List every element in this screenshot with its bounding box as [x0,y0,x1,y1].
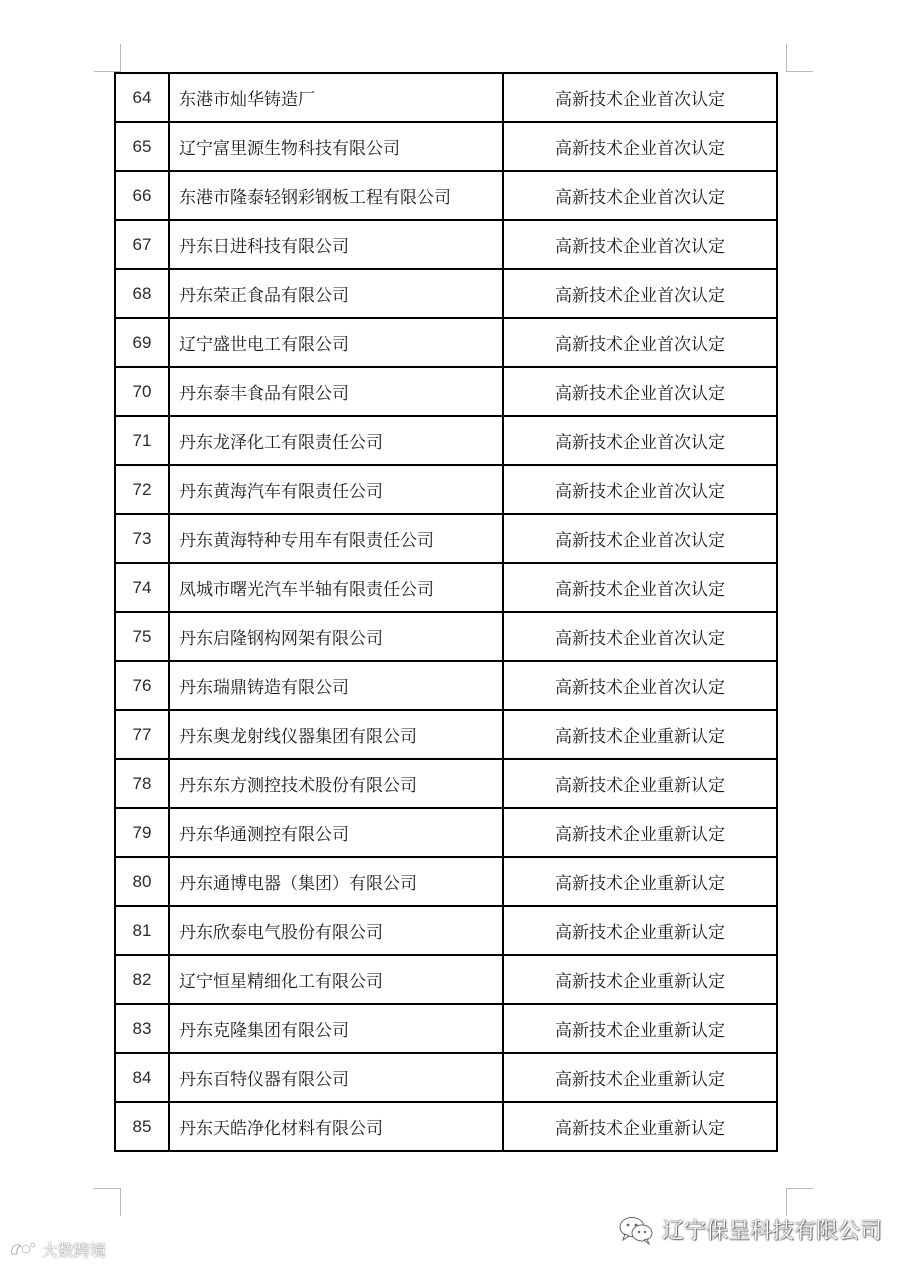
row-number-cell: 76 [115,661,169,710]
row-number-cell: 85 [115,1102,169,1151]
table-row [115,465,777,514]
table-row [115,808,777,857]
row-number-cell: 75 [115,612,169,661]
table-row [115,1053,777,1102]
company-name-cell: 丹东华通测控有限公司 [169,808,503,857]
crop-mark-top-right-h [787,71,813,72]
certification-type-cell: 高新技术企业首次认定 [503,416,777,465]
certification-type-cell: 高新技术企业重新认定 [503,955,777,1004]
enterprise-table [114,72,778,1152]
enterprise-table-body [115,73,777,1151]
row-number-cell: 70 [115,367,169,416]
company-name-cell: 丹东黄海汽车有限责任公司 [169,465,503,514]
crop-mark-bottom-right-v [786,1188,787,1216]
table-row [115,220,777,269]
company-name-cell: 丹东克隆集团有限公司 [169,1004,503,1053]
certification-type-cell: 高新技术企业首次认定 [503,122,777,171]
company-name-cell: 丹东天皓净化材料有限公司 [169,1102,503,1151]
crop-mark-bottom-right-h [787,1188,813,1189]
crop-mark-bottom-left-h [94,1188,120,1189]
table-row [115,857,777,906]
row-number-cell: 69 [115,318,169,367]
certification-type-cell: 高新技术企业重新认定 [503,906,777,955]
watermark-left [8,1238,106,1261]
certification-type-cell: 高新技术企业重新认定 [503,808,777,857]
table-row [115,563,777,612]
certification-type-cell: 高新技术企业首次认定 [503,318,777,367]
row-number-cell: 74 [115,563,169,612]
table-row [115,759,777,808]
table-row [115,906,777,955]
company-name-cell: 辽宁富里源生物科技有限公司 [169,122,503,171]
certification-type-cell: 高新技术企业重新认定 [503,1102,777,1151]
company-name-cell: 丹东龙泽化工有限责任公司 [169,416,503,465]
table-row [115,269,777,318]
company-name-cell: 丹东日进科技有限公司 [169,220,503,269]
watermark-left-text: 大数跨境 [42,1241,107,1260]
table-row [115,73,777,122]
company-name-cell: 丹东瑞鼎铸造有限公司 [169,661,503,710]
crop-mark-bottom-left-v [120,1188,121,1216]
platform-logo-icon [8,1240,36,1260]
row-number-cell: 73 [115,514,169,563]
row-number-cell: 66 [115,171,169,220]
certification-type-cell: 高新技术企业首次认定 [503,269,777,318]
company-name-cell: 凤城市曙光汽车半轴有限责任公司 [169,563,503,612]
certification-type-cell: 高新技术企业首次认定 [503,171,777,220]
certification-type-cell: 高新技术企业重新认定 [503,710,777,759]
company-name-cell: 丹东欣泰电气股份有限公司 [169,906,503,955]
table-row [115,1004,777,1053]
table-row [115,710,777,759]
table-row [115,416,777,465]
company-name-cell: 辽宁盛世电工有限公司 [169,318,503,367]
certification-type-cell: 高新技术企业首次认定 [503,563,777,612]
table-row [115,367,777,416]
table-row [115,661,777,710]
certification-type-cell: 高新技术企业首次认定 [503,367,777,416]
company-name-cell: 丹东黄海特种专用车有限责任公司 [169,514,503,563]
row-number-cell: 72 [115,465,169,514]
row-number-cell: 78 [115,759,169,808]
company-name-cell: 丹东荣正食品有限公司 [169,269,503,318]
certification-type-cell: 高新技术企业重新认定 [503,759,777,808]
table-row [115,122,777,171]
row-number-cell: 80 [115,857,169,906]
company-name-cell: 丹东百特仪器有限公司 [169,1053,503,1102]
company-name-cell: 丹东泰丰食品有限公司 [169,367,503,416]
certification-type-cell: 高新技术企业首次认定 [503,220,777,269]
watermark-right-text: 辽宁保呈科技有限公司 [661,1219,882,1244]
company-name-cell: 丹东通博电器（集团）有限公司 [169,857,503,906]
table-row [115,318,777,367]
company-name-cell: 辽宁恒星精细化工有限公司 [169,955,503,1004]
certification-type-cell: 高新技术企业重新认定 [503,1053,777,1102]
certification-type-cell: 高新技术企业首次认定 [503,514,777,563]
wechat-icon [618,1215,654,1245]
row-number-cell: 71 [115,416,169,465]
crop-mark-top-left-v [120,44,121,72]
row-number-cell: 81 [115,906,169,955]
certification-type-cell: 高新技术企业首次认定 [503,612,777,661]
row-number-cell: 77 [115,710,169,759]
row-number-cell: 67 [115,220,169,269]
row-number-cell: 82 [115,955,169,1004]
company-name-cell: 丹东奥龙射线仪器集团有限公司 [169,710,503,759]
table-row [115,955,777,1004]
table-row [115,514,777,563]
certification-type-cell: 高新技术企业首次认定 [503,661,777,710]
table-row [115,1102,777,1151]
row-number-cell: 79 [115,808,169,857]
certification-type-cell: 高新技术企业重新认定 [503,857,777,906]
certification-type-cell: 高新技术企业首次认定 [503,465,777,514]
table-row [115,171,777,220]
row-number-cell: 64 [115,73,169,122]
certification-type-cell: 高新技术企业重新认定 [503,1004,777,1053]
company-name-cell: 丹东启隆钢构网架有限公司 [169,612,503,661]
company-name-cell: 东港市隆泰轻钢彩钢板工程有限公司 [169,171,503,220]
row-number-cell: 84 [115,1053,169,1102]
crop-mark-top-right-v [786,44,787,72]
certification-type-cell: 高新技术企业首次认定 [503,73,777,122]
table-row [115,612,777,661]
row-number-cell: 68 [115,269,169,318]
watermark-right [618,1214,882,1245]
company-name-cell: 丹东东方测控技术股份有限公司 [169,759,503,808]
row-number-cell: 83 [115,1004,169,1053]
company-name-cell: 东港市灿华铸造厂 [169,73,503,122]
row-number-cell: 65 [115,122,169,171]
